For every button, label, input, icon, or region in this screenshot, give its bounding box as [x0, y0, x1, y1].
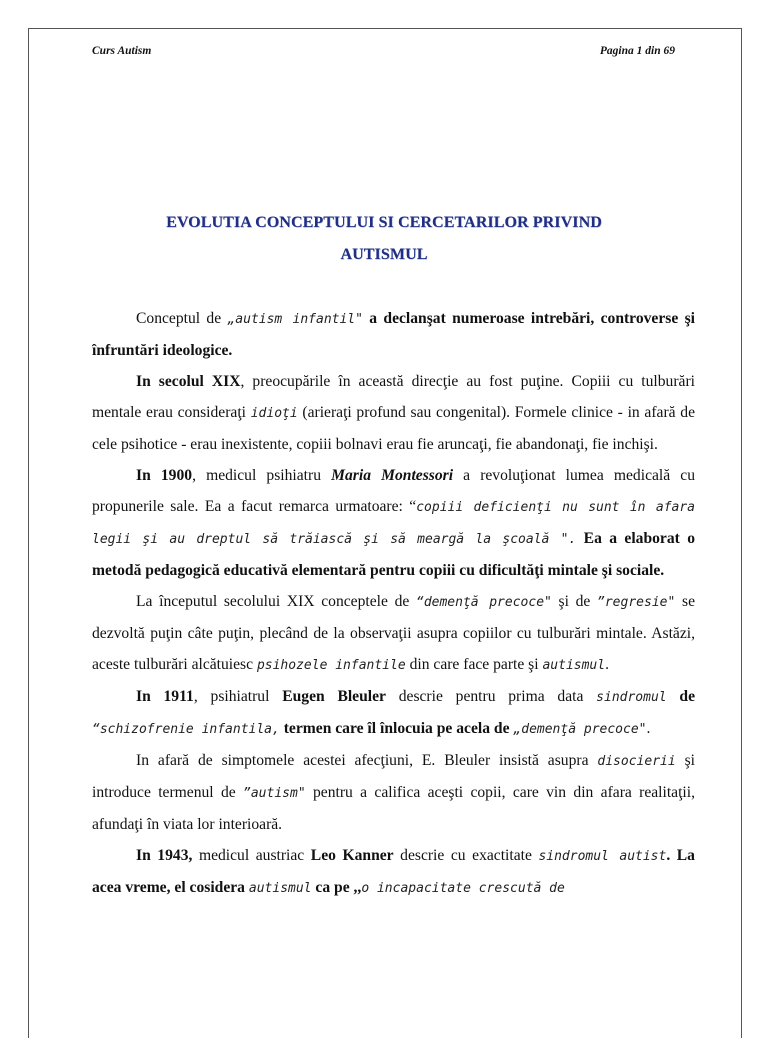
paragraph-3: In 1900, medicul psihiatru Maria Montessori a revoluţionat lumea medicală cu propunerile sale. Ea a facut remarca urmatoare: “copiii deficienţi nu sunt în afara legii şi au dreptul să trăiască şi să meargă la şcoală ". Ea a elaborat o metodă pedagogică educativă elementară pentru copiii cu dificultăţi mintale şi sociale.: [92, 467, 696, 579]
paragraph-5: In 1911, psihiatrul Eugen Bleuler descrie pentru prima data sindromul de “schizofrenie infantila, termen care îl înlocuia pe acela de „demenţă precoce".: [92, 688, 695, 737]
title-line-2: AUTISMUL: [340, 246, 428, 263]
header-left: Curs Autism: [92, 45, 152, 57]
paragraph-7: In 1943, medicul austriac Leo Kanner descrie cu exactitate sindromul autist. La acea vreme, el cosidera autismul ca pe ,,o incapacitate crescută de: [92, 847, 695, 896]
paragraph-4: La începutul secolului XIX conceptele de “demenţă precoce" şi de ”regresie" se dezvoltă puţin câte puţin, plecând de la observaţii asupra copiilor cu tulburări mintale. Astăzi, aceste tulburări alcătuiesc psihozele infantile din care face parte şi autismul.: [92, 593, 695, 673]
title-line-1: EVOLUTIA CONCEPTULUI SI CERCETARILOR PRIVIND: [166, 214, 602, 231]
header-right: Pagina 1 din 69: [599, 45, 675, 57]
paragraph-6: In afară de simptomele acestei afecţiuni, E. Bleuler insistă asupra disocierii şi introduce termenul de ”autism" pentru a califica aceşti copii, care vin din afara realitaţii, afundaţi în viata lor interioară.: [92, 752, 695, 833]
paragraph-1: Conceptul de „autism infantil" a declanşat numeroase intrebări, controverse şi înfruntări ideologice.: [92, 310, 695, 359]
document-body: [92, 303, 695, 904]
paragraph-2: In secolul XIX, preocupările în această direcţie au fost puţine. Copiii cu tulburări mentale erau consideraţi idioţi (arieraţi profund sau congenital). Formele clinice - in afară de cele psihotice - erau inexistente, copiii bolnavi erau fie aruncaţi, fie abandonaţi, fie inchişi.: [92, 373, 695, 453]
